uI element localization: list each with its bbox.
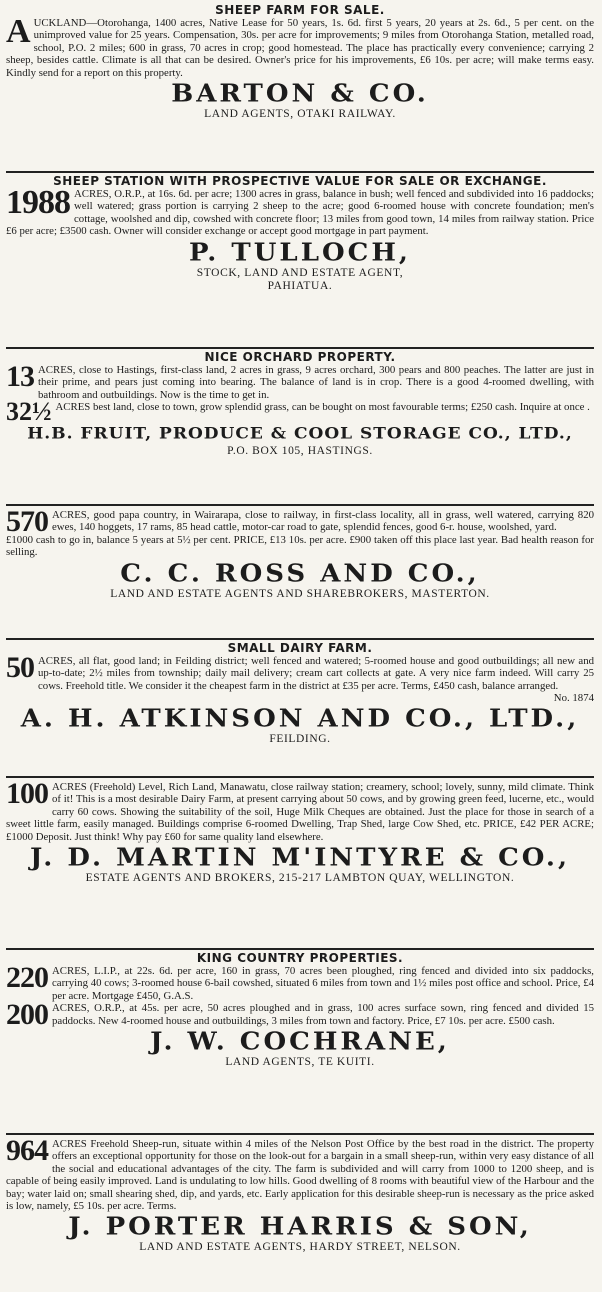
firm-address: LAND AGENTS, TE KUITI. [225, 1056, 375, 1069]
ad-wairarapa [6, 506, 594, 640]
lead-number: 50 [6, 651, 34, 684]
lead-number: 570 [6, 506, 48, 538]
ad-text: ACRES, L.I.P., at 22s. 6d. per acre, 160 in grass, 70 acres been ploughed, ring fenced and divided into six paddocks, carrying 40 cows; 3-roomed house 6-bail cowshed, situated 6 miles from town and 1½ miles post office and school. Price, £4 per acre. Mortgage £450, G.A.S. [52, 965, 594, 1002]
firm-name: J. D. MARTIN M'INTYRE & CO., [29, 844, 571, 872]
firm-address: ESTATE AGENTS AND BROKERS, 215-217 LAMBTON QUAY, WELLINGTON. [85, 872, 515, 885]
ad-text-2: ACRES best land, close to town, grow splendid grass, can be bought on most favourable terms; £250 cash. Inquire at once . [55, 401, 590, 414]
lead-number: 13 [6, 360, 34, 393]
ad-sheep-station [6, 173, 594, 349]
firm-address: LAND AND ESTATE AGENTS AND SHAREBROKERS, MASTERTON. [110, 587, 490, 600]
ad-text: UCKLAND—Otorohanga, 1400 acres, Native Lease for 50 years, 1s. 6d. first 5 years, 20 years at 2s. 6d., 5 per cent. on the unimproved value for 25 years. Compensation, 30s. per acre for improvements; 9 miles from Otorohanga Station, metalled road, school, P.O. 2 miles; 600 in grass, 70 acres in crop; good homestead. The place has practically every convenience; carrying 2 sheep, besides cattle. Climate is all that can be desired. Owner's price for his improvements, £6 10s. per acre; will make terms easy. Kindly send for a report on this property. [6, 17, 594, 79]
ad-text: ACRES, good papa country, in Wairarapa, close to railway, in first-class locality, all in grass, well watered, carrying 820 ewes, 140 hoggets, 17 rams, 85 head cattle, motor-car road to gate, splendid fences, good 6-r. house, woolshed, yard. [52, 509, 594, 534]
ad-heading: NICE ORCHARD PROPERTY. [204, 350, 396, 364]
firm-name: P. TULLOCH, [189, 238, 411, 267]
ad-text: ACRES, close to Hastings, first-class land, 2 acres in grass, 9 acres orchard, 300 pears and 800 peaches. The latter are just in their prime, and pears just coming into bearing. The balance of land is in crop. There is a good 4-roomed dwelling, with bathroom and outbuildings. Now is the time to get in. [38, 364, 594, 401]
lead-letter: A [6, 13, 30, 50]
ad-heading: SMALL DAIRY FARM. [227, 641, 373, 655]
ad-heading: SHEEP STATION WITH PROSPECTIVE VALUE FOR SALE OR EXCHANGE. [53, 174, 547, 188]
ad-body [6, 184, 594, 238]
ad-text: ACRES (Freehold) Level, Rich Land, Manawatu, close railway station; creamery, school; lovely, sunny, mild climate. Think of it! This is a most desirable Dairy Farm, at present carrying about 50 cows, and by growing green feed, lucerne, etc., would carry 60 cows. Showing the suitability of the soil, Huge Milk Cheques are obtained. Just the place for those in search of a sweet little farm, easily managed. Buildings comprise 6-roomed Dwelling, Trap Shed, large Cow Shed, etc. PRICE, £42 PER ACRE; £1000 Deposit. Just think! Why pay £60 for same quality land elsewhere. [6, 781, 594, 843]
ad-terms: £1000 cash to go in, balance 5 years at 5½ per cent. PRICE, £13 10s. per acre. £900 taken off this place last year. Bad health reason for selling. [6, 534, 594, 559]
firm-name: J. W. COCHRANE, [150, 1028, 450, 1056]
firm-town: FEILDING. [269, 732, 331, 745]
ad-orchard [6, 349, 594, 506]
ad-body [6, 13, 594, 79]
ad-text: ACRES, all flat, good land; in Feilding district; well fenced and watered; 5-roomed house and good outbuildings; all new and up-to-date; 2½ miles from township; daily mail delivery; cream cart collects at gate. A very nice farm indeed. Will carry 25 cows. Freehold title. We consider it the cheapest farm in the district at £35 per acre. Terms, £450 cash, balance arranged. [38, 655, 594, 692]
lead-number: 1988 [6, 184, 70, 221]
ad-nelson [6, 1135, 594, 1287]
firm-name: C. C. ROSS AND CO., [120, 560, 480, 588]
ad-body [6, 1135, 594, 1213]
lead-number: 220 [6, 961, 48, 994]
ad-heading: KING COUNTRY PROPERTIES. [196, 951, 404, 965]
firm-title: STOCK, LAND AND ESTATE AGENT, [196, 266, 404, 279]
firm-address: LAND AGENTS, OTAKI RAILWAY. [204, 108, 396, 121]
ad-sheep-farm [6, 2, 594, 173]
firm-town: PAHIATUA. [267, 279, 333, 292]
firm-name: BARTON & CO. [171, 80, 429, 108]
firm-address: LAND AND ESTATE AGENTS, HARDY STREET, NELSON. [139, 1241, 461, 1254]
firm-name: A. H. ATKINSON AND CO., LTD., [20, 704, 580, 733]
ad-body [6, 961, 594, 1002]
firm-address: P.O. BOX 105, HASTINGS. [227, 445, 373, 458]
lead-number-2: 32½ [6, 397, 52, 427]
ad-body [6, 778, 594, 843]
ad-heading: SHEEP FARM FOR SALE. [215, 3, 385, 17]
ad-body-2 [6, 998, 594, 1032]
lead-number: 964 [6, 1135, 48, 1167]
ad-king-country [6, 950, 594, 1135]
ad-text: ACRES Freehold Sheep-run, situate within 4 miles of the Nelson Post Office by the best road in the district. The property offers an exceptional opportunity for those on the look-out for a bargain in a small sheep-run, within very easy distance of all the social and educational advantages of the city. The farm is subdivided and will carry from 1000 to 1200 sheep, and is capable of being easily improved. Land is undulating to low hills. Good dwelling of 8 rooms with beautiful view of the Harbour and the bay; water laid on; small shearing shed, dip, and yards, etc. Early application for this desirable sheep-run is necessary as the price asked is low, namely, £5 10s. per acre. Terms. [6, 1138, 594, 1213]
ad-manawatu [6, 778, 594, 950]
ad-body [6, 506, 594, 538]
ad-body [6, 360, 594, 401]
ad-body [6, 651, 594, 705]
lead-number: 100 [6, 778, 48, 810]
ad-ref: No. 1874 [553, 692, 594, 705]
ad-body-2 [6, 397, 594, 427]
ad-dairy-farm [6, 640, 594, 778]
lead-number-2: 200 [6, 998, 48, 1032]
firm-name: J. PORTER HARRIS & SON, [68, 1213, 532, 1242]
ad-text-2: ACRES, O.R.P., at 45s. per acre, 50 acres ploughed and in grass, 100 acres surface sown, ring fenced and divided 15 paddocks. New 4-roomed house and outbuildings, 3 miles from town and factory. Price, £7 10s. per acre. £500 cash. [52, 1002, 594, 1027]
firm-name: H.B. FRUIT, PRODUCE & COOL STORAGE CO., LTD., [27, 425, 573, 444]
ad-text: ACRES, O.R.P., at 16s. 6d. per acre; 1300 acres in grass, balance in bush; well fenced and subdivided into 16 paddocks; well watered; grass portion is carrying 2 sheep to the acre; good 6-roomed house with concrete foundation; men's cottage, woolshed and dip, cowshed with concrete floor; 13 miles from good town, 14 miles from railway station. Price £6 per acre; £3500 cash. Owner will consider exchange or accept good mortgage in part payment. [6, 188, 594, 238]
